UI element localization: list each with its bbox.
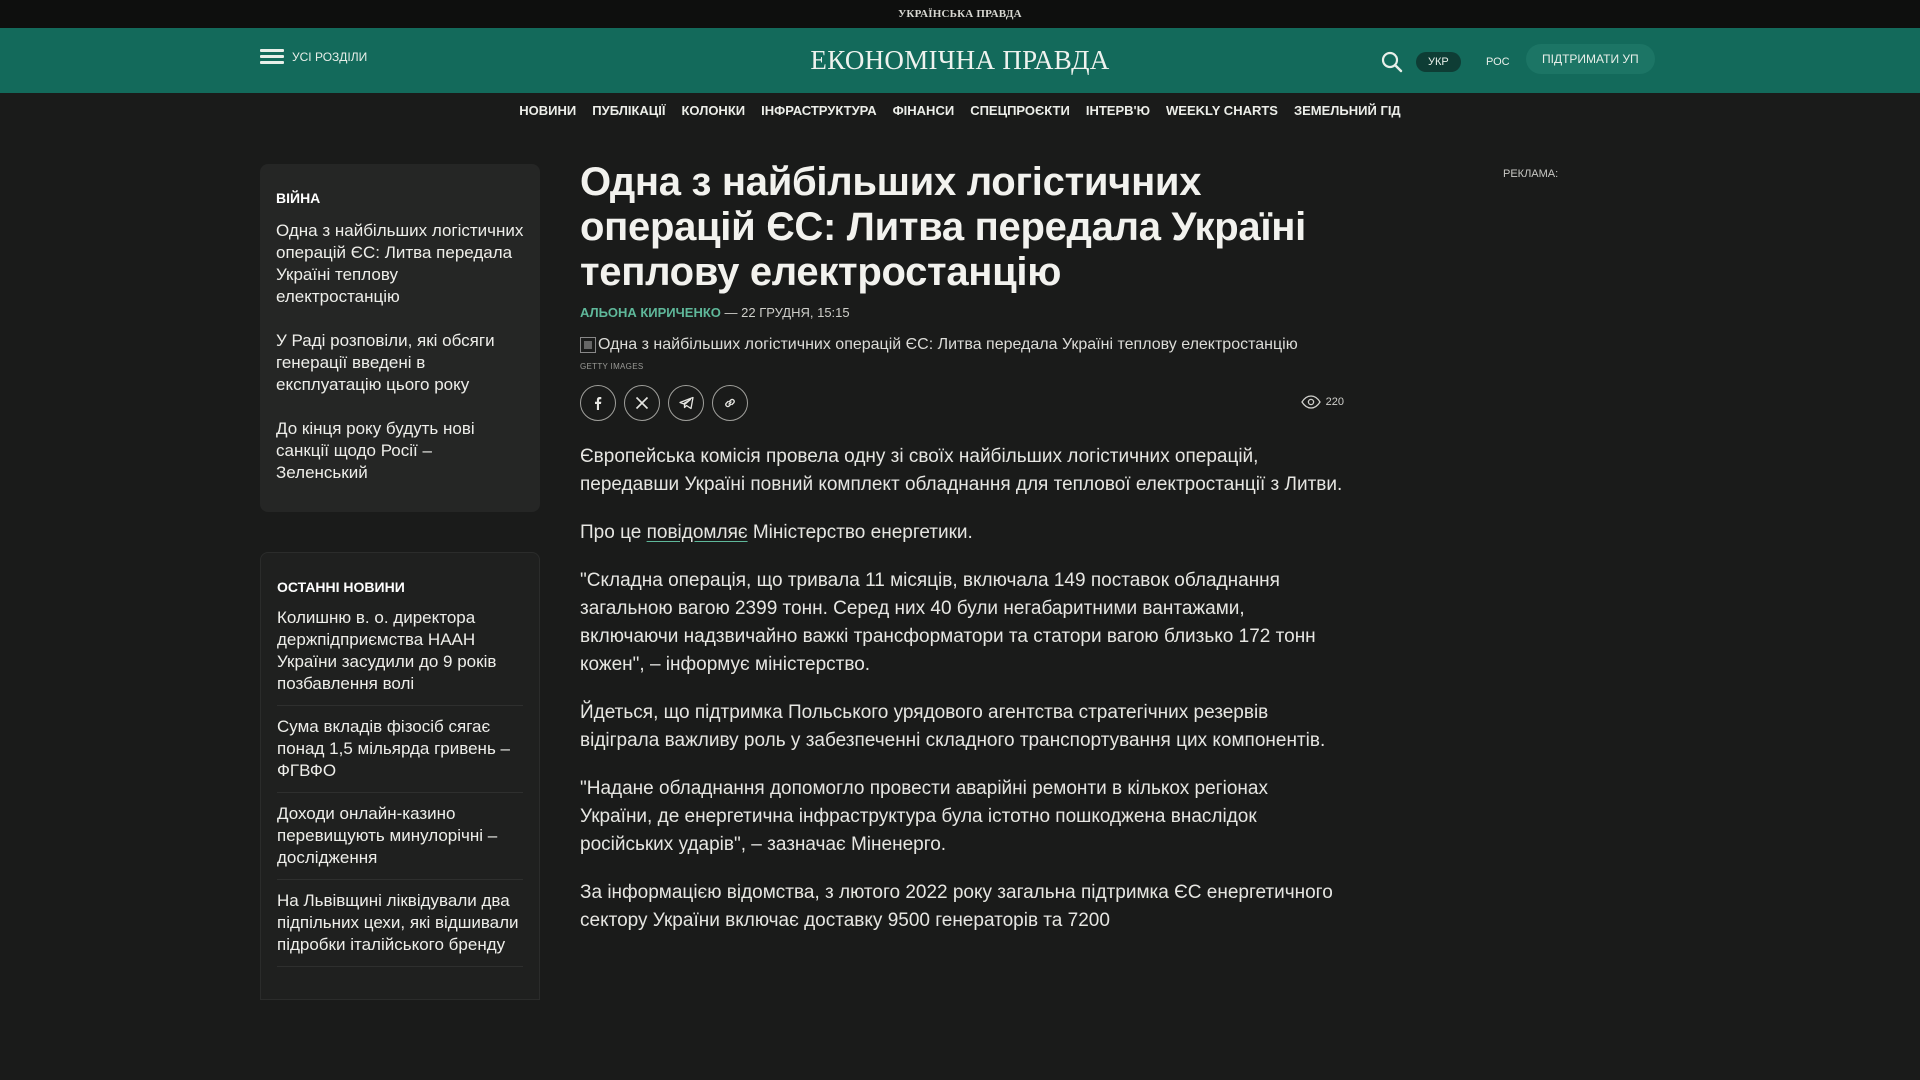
nav-item-publications[interactable]: ПУБЛІКАЦІЇ <box>592 103 666 118</box>
article <box>580 160 1344 1011</box>
war-news-item[interactable]: У Раді розповіли, які обсяги генерації введені в експлуатацію цього року <box>276 331 495 394</box>
paragraph-text: Міністерство енергетики. <box>747 522 973 543</box>
paragraph: "Складна операція, що тривала 11 місяців, включала 149 поставок обладнання загальною вагою 2399 тонн. Серед них 40 були негабаритними вантажами, включаючи надзвичайно важкі трансформатори та статори вагою близько 172 тонн кожен", – інформує міністерство. <box>580 570 1316 675</box>
brand-link[interactable]: УКРАЇНСЬКА ПРАВДА <box>898 8 1022 20</box>
all-sections-label: УСІ РОЗДІЛИ <box>292 49 368 64</box>
nav-item-finance[interactable]: ФІНАНСИ <box>892 103 955 118</box>
war-news-item[interactable]: До кінця року будуть нові санкції щодо Росії – Зеленський <box>276 419 475 482</box>
copy-link-button[interactable] <box>712 385 748 421</box>
article-title: Одна з найбільших логістичних операцій ЄС: Литва передала Україні теплову електростанцію <box>580 160 1306 294</box>
publish-date: 22 ГРУДНЯ, 15:15 <box>741 305 850 320</box>
view-counter <box>1301 395 1344 409</box>
facebook-icon <box>591 396 605 410</box>
latest-news-item[interactable]: Сума вкладів фізосіб сягає понад 1,5 мільярда гривень – ФГВФО <box>277 716 523 793</box>
share-telegram-button[interactable] <box>668 385 704 421</box>
paragraph <box>580 519 1344 547</box>
share-x-button[interactable] <box>624 385 660 421</box>
paragraph: За інформацією відомства, з лютого 2022 року загальна підтримка ЄС енергетичного сектору України включає доставку 9500 генераторів та 7200 <box>580 882 1333 931</box>
latest-news-item[interactable]: Доходи онлайн-казино перевищують минулорічні – дослідження <box>277 803 523 880</box>
telegram-icon <box>679 396 694 410</box>
latest-news-card <box>260 552 540 1000</box>
view-count: 220 <box>1325 396 1344 408</box>
byline-separator: — <box>724 305 738 320</box>
latest-news-item[interactable]: Колишню в. о. директора держпідприємства НААН України засудили до 9 років позбавлення волі <box>277 607 523 706</box>
nav-item-weekly-charts[interactable]: WEEKLY CHARTS <box>1166 103 1278 118</box>
article-image <box>580 336 1344 354</box>
byline <box>580 305 1344 320</box>
eye-icon <box>1301 395 1321 409</box>
broken-image-icon <box>580 337 596 353</box>
article-image-alt: Одна з найбільших логістичних операцій ЄС: Литва передала Україні теплову електростанцію <box>598 336 1298 353</box>
war-card-title[interactable]: ВІЙНА <box>276 190 321 206</box>
support-button[interactable]: ПІДТРИМАТИ УП <box>1526 44 1655 74</box>
latest-news-title: ОСТАННІ НОВИНИ <box>277 579 405 595</box>
nav-item-infrastructure[interactable]: ІНФРАСТРУКТУРА <box>761 103 877 118</box>
top-brand-bar <box>0 0 1920 28</box>
site-logo[interactable]: ЕКОНОМІЧНА ПРАВДА <box>810 45 1110 75</box>
paragraph: Йдеться, що підтримка Польського урядового агентства стратегічних резервів відіграла важливу роль у забезпеченні складного транспортування цих компонентів. <box>580 702 1326 751</box>
search-icon[interactable] <box>1380 50 1404 74</box>
nav-item-special-projects[interactable]: СПЕЦПРОЄКТИ <box>970 103 1070 118</box>
image-credit: GETTY IMAGES <box>580 362 644 371</box>
ad-label: РЕКЛАМА: <box>1503 168 1559 180</box>
article-body <box>580 421 1344 1011</box>
latest-news-item[interactable]: На Львівщині ліквідували два підпільних цехи, які відшивали підробки італійського бренду <box>277 890 523 967</box>
all-sections-button[interactable] <box>260 49 367 64</box>
nav-item-news[interactable]: НОВИНИ <box>519 103 577 118</box>
nav-item-interview[interactable]: ІНТЕРВ'Ю <box>1085 103 1151 118</box>
paragraph: Європейська комісія провела одну зі своїх найбільших логістичних операцій, передавши Україні повний комплект обладнання для теплової електростанції з Литви. <box>580 446 1343 495</box>
war-card <box>260 164 540 512</box>
source-link[interactable]: повідомляє <box>646 522 748 543</box>
share-facebook-button[interactable] <box>580 385 616 421</box>
x-icon <box>635 396 649 410</box>
war-news-item[interactable]: Одна з найбільших логістичних операцій ЄС: Литва передала Україні теплову електростанцію <box>276 221 524 306</box>
share-bar <box>580 385 1344 421</box>
nav-item-columns[interactable]: КОЛОНКИ <box>681 103 746 118</box>
author-link[interactable]: АЛЬОНА КИРИЧЕНКО <box>580 305 721 320</box>
paragraph-text: Про це <box>580 522 647 543</box>
main-nav <box>0 103 1920 118</box>
link-icon <box>723 396 737 410</box>
lang-ros-button[interactable]: РОС <box>1486 56 1510 68</box>
nav-item-land-guide[interactable]: ЗЕМЕЛЬНИЙ ГІД <box>1293 103 1401 118</box>
lang-ukr-button[interactable]: УКР <box>1416 52 1461 72</box>
paragraph: "Надане обладнання допомогло провести аварійні ремонти в кількох регіонах України, де енергетична інфраструктура була істотно пошкоджена внаслідок російських ударів", – зазначає Міненерго. <box>580 778 1268 855</box>
hamburger-icon <box>260 49 284 64</box>
site-header <box>0 28 1920 93</box>
